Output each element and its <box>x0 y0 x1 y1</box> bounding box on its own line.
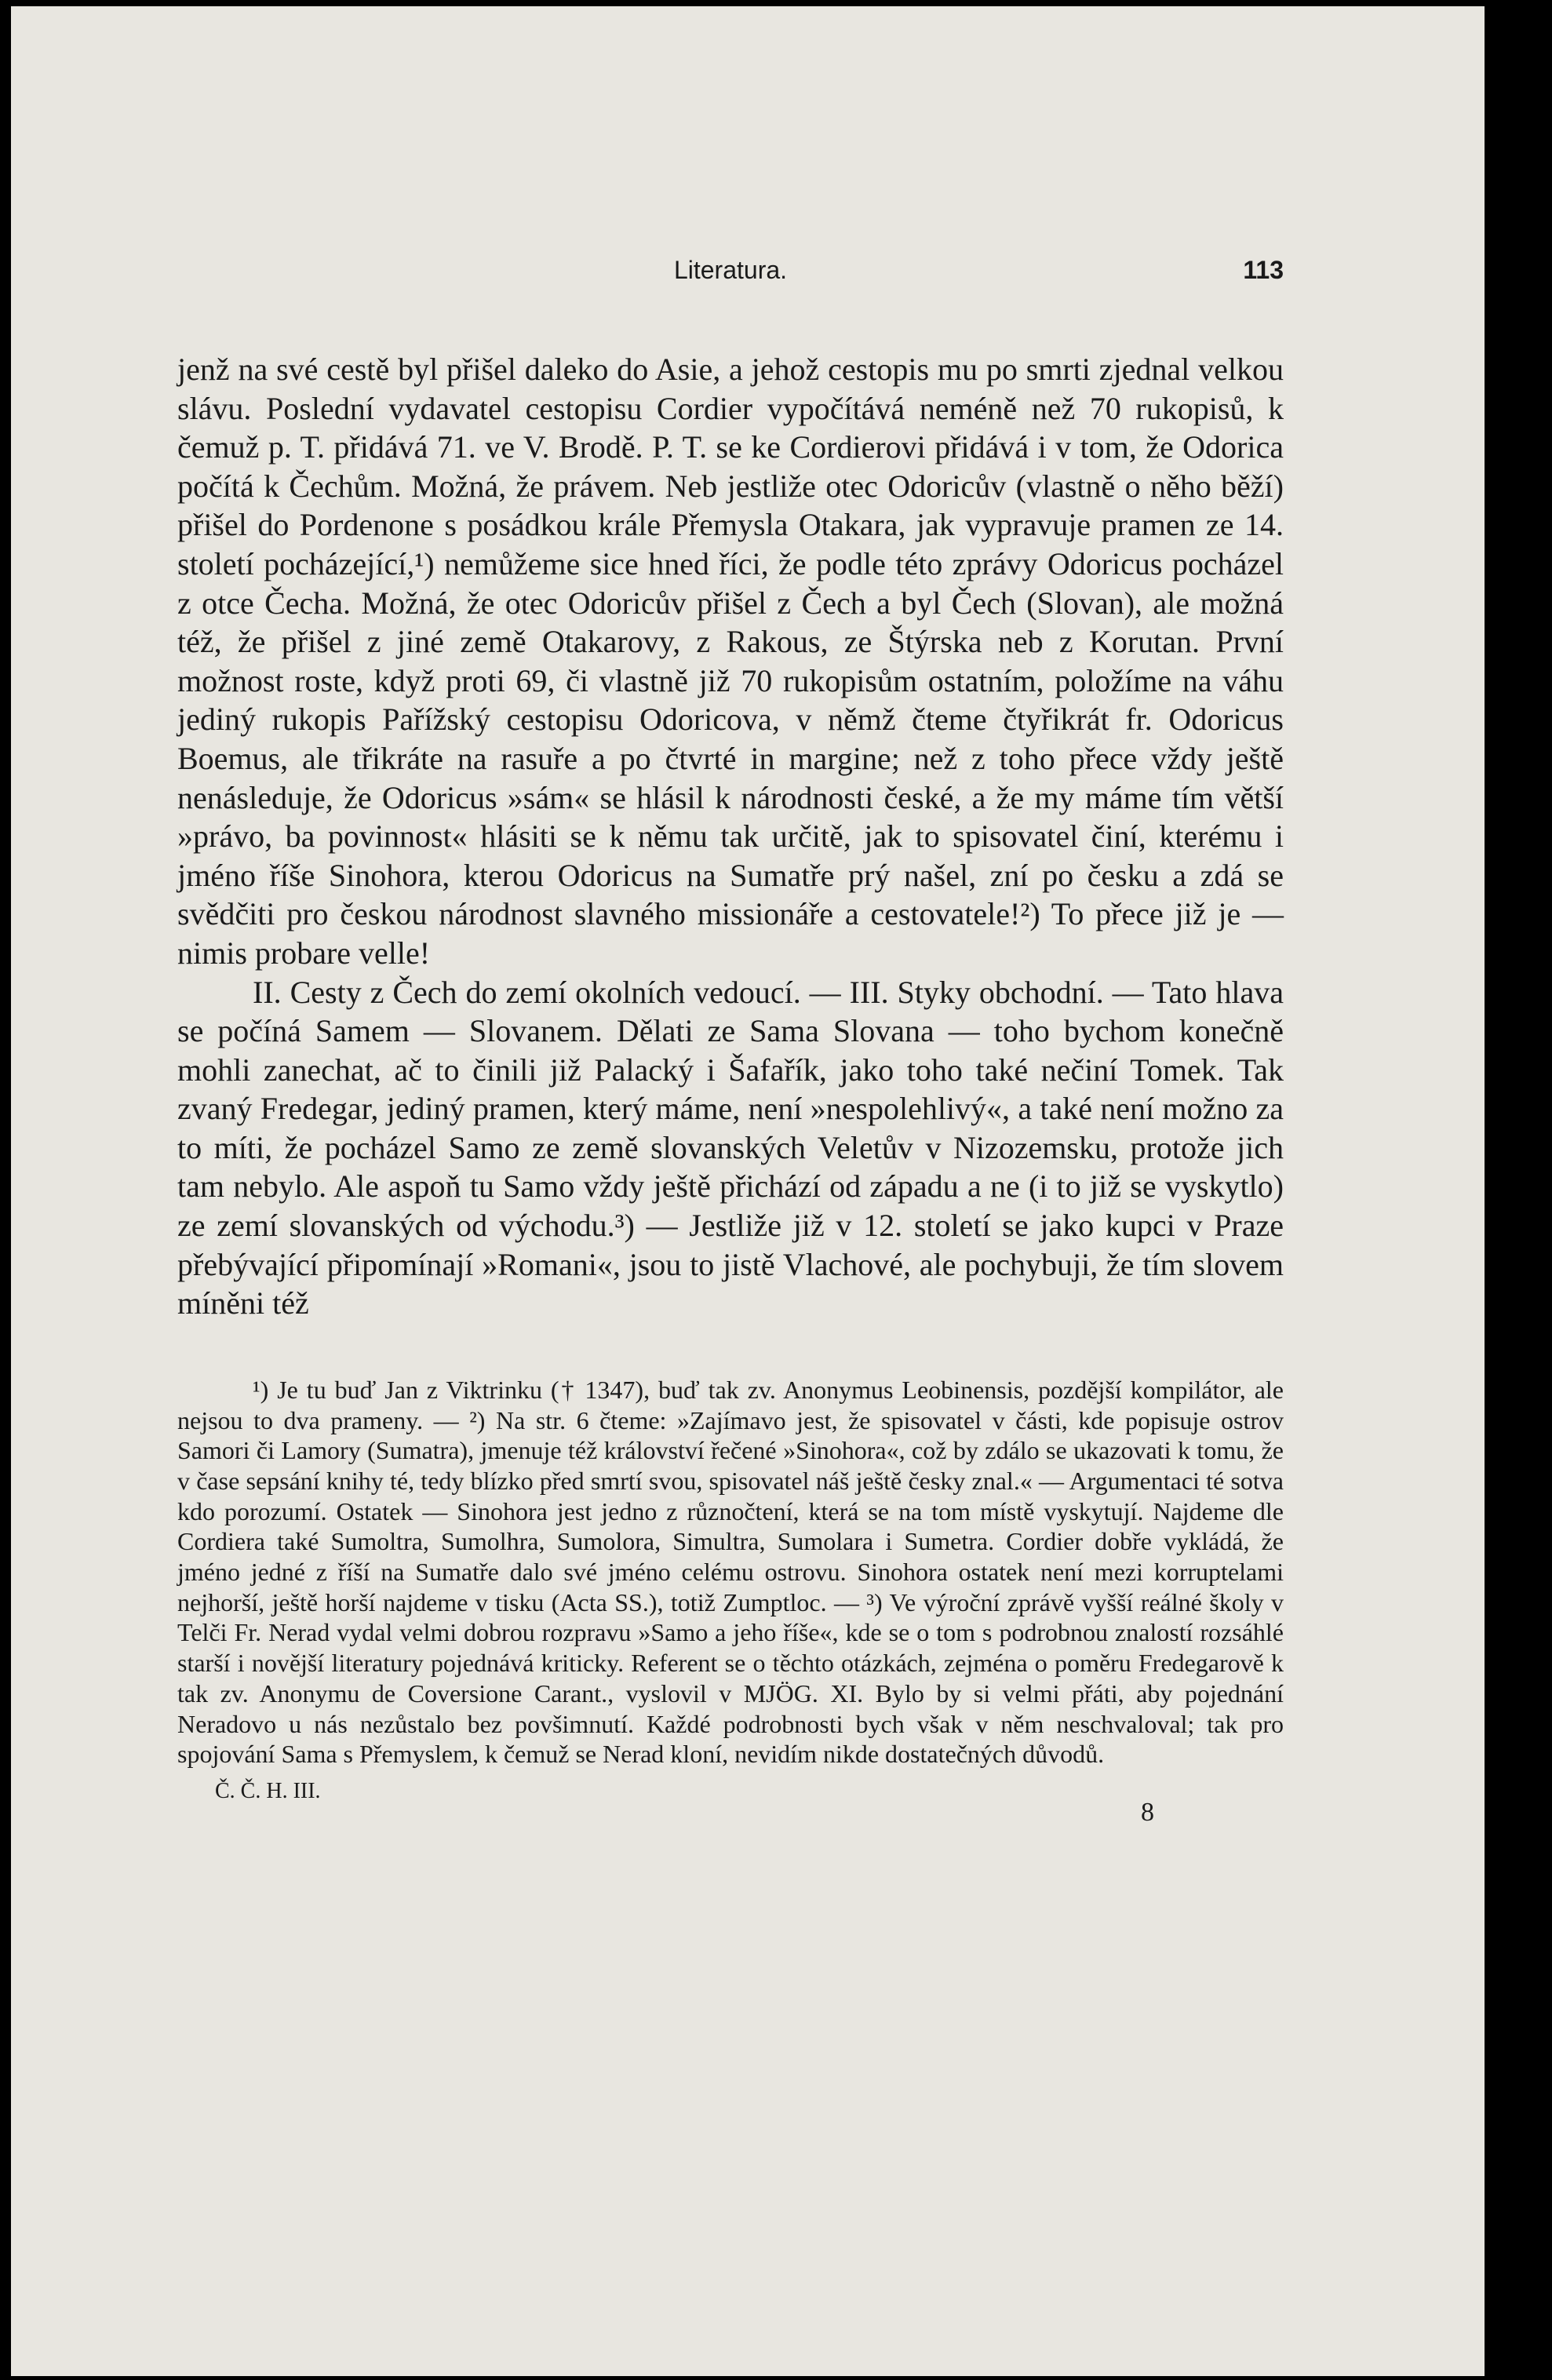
book-page <box>11 6 1485 2376</box>
printer-signature: Č. Č. H. III. <box>215 1778 321 1803</box>
sheet-number: 8 <box>1141 1797 1154 1827</box>
page-footer <box>177 1779 1284 1826</box>
paragraph: jenž na své cestě byl přišel daleko do Asie, a jehož cestopis mu po smrti zjednal velkou slávu. Poslední vydavatel cestopisu Cordier vypočítává neméně než 70 rukopisů, k čemuž p. T. přidává 71. ve V. Brodě. P. T. se ke Cordierovi přidává i v tom, že Odorica počítá k Čechům. Možná, že právem. Neb jestliže otec Odoricův (vlastně o něho běží) přišel do Pordenone s posádkou krále Přemysla Otakara, jak vypravuje pramen ze 14. století pocházející,¹) nemůžeme sice hned říci, že podle této zprávy Odoricus pocházel z otce Čecha. Možná, že otec Odoricův přišel z Čech a byl Čech (Slovan), ale možná též, že přišel z jiné země Otakarovy, z Rakous, ze Štýrska neb z Korutan. První možnost roste, když proti 69, či vlastně již 70 rukopisům ostatním, položíme na váhu jediný rukopis Pařížský cestopisu Odoricova, v němž čteme čtyřikrát fr. Odoricus Boemus, ale třikráte na rasuře a po čtvrté in margine; než z toho přece vždy ještě nenásleduje, že Odoricus »sám« se hlásil k národnosti české, a že my máme tím větší »právo, ba povinnost« hlásiti se k němu tak určitě, jak to spisovatel činí, kterému i jméno říše Sinohora, kterou Odoricus na Sumatře prý našel, zní po česku a zdá se svědčiti pro českou národnost slavného missionáře a cestovatele!²) To přece již je — nimis probare velle! <box>177 352 1284 971</box>
footnotes: ¹) Je tu buď Jan z Viktrinku († 1347), buď tak zv. Anonymus Leobinensis, pozdější kompilátor, ale nejsou to dva prameny. — ²) Na str. 6 čteme: »Zajímavo jest, že spisovatel v části, kde popisuje ostrov Samori či Lamory (Sumatra), jmenuje též království řečené »Sinohora«, což by zdálo se ukazovati k tomu, že v čase sepsání knihy té, tedy blízko před smrtí svou, spisovatel náš ještě česky znal.« — Argumentaci té sotva kdo porozumí. Ostatek — Sinohora jest jedno z různočtení, která se na tom místě vyskytují. Najdeme dle Cordiera také Sumoltra, Sumolhra, Sumolora, Simultra, Sumolara i Sumetra. Cordier dobře vykládá, že jméno jedné z říší na Sumatře dalo své jméno celému ostrovu. Sinohora ostatek není mezi korruptelami nejhorší, ještě horší najdeme v tisku (Acta SS.), totiž Zumptloc. — ³) Ve výroční zprávě vyšší reálné školy v Telči Fr. Nerad vydal velmi dobrou rozpravu »Samo a jeho říše«, kde se o tom s podrobnou znalostí rozsáhlé starší i novější literatury pojednává kriticky. Referent se o těchto otázkách, zejména o poměru Fredegarově k tak zv. Anonymu de Coversione Carant., vyslovil v MJÖG. XI. Bylo by si velmi přáti, aby pojednání Neradovo u nás nezůstalo bez povšimnutí. Každé podrobnosti bych však v něm neschvaloval; tak pro spojování Sama s Přemyslem, k čemuž se Nerad kloní, nevidím nikde dostatečných důvodů. <box>177 1375 1284 1769</box>
paragraph: II. Cesty z Čech do zemí okolních vedoucí. — III. Styky obchodní. — Tato hlava se počíná Samem — Slovanem. Dělati ze Sama Slovana — toho bychom konečně mohli zanechat, ač to činili již Palacký i Šafařík, jako toho také nečiní Tomek. Tak zvaný Fredegar, jediný pramen, který máme, není »nespolehlivý«, a také není možno za to míti, že pocházel Samo ze země slovanských Veletův v Nizozemsku, protože jich tam nebylo. Ale aspoň tu Samo vždy ještě přichází od západu a ne (i to již se vyskytlo) ze zemí slovanských od východu.³) — Jestliže již v 12. století se jako kupci v Praze přebývající připomínají »Romani«, jsou to jistě Vlachové, ale pochybuji, že tím slovem míněni též <box>177 974 1284 1321</box>
page-number: 113 <box>1243 256 1284 284</box>
page-header <box>177 256 1284 300</box>
body-text <box>177 350 1284 1323</box>
running-title: Literatura. <box>673 256 788 284</box>
page-content <box>177 256 1284 1826</box>
